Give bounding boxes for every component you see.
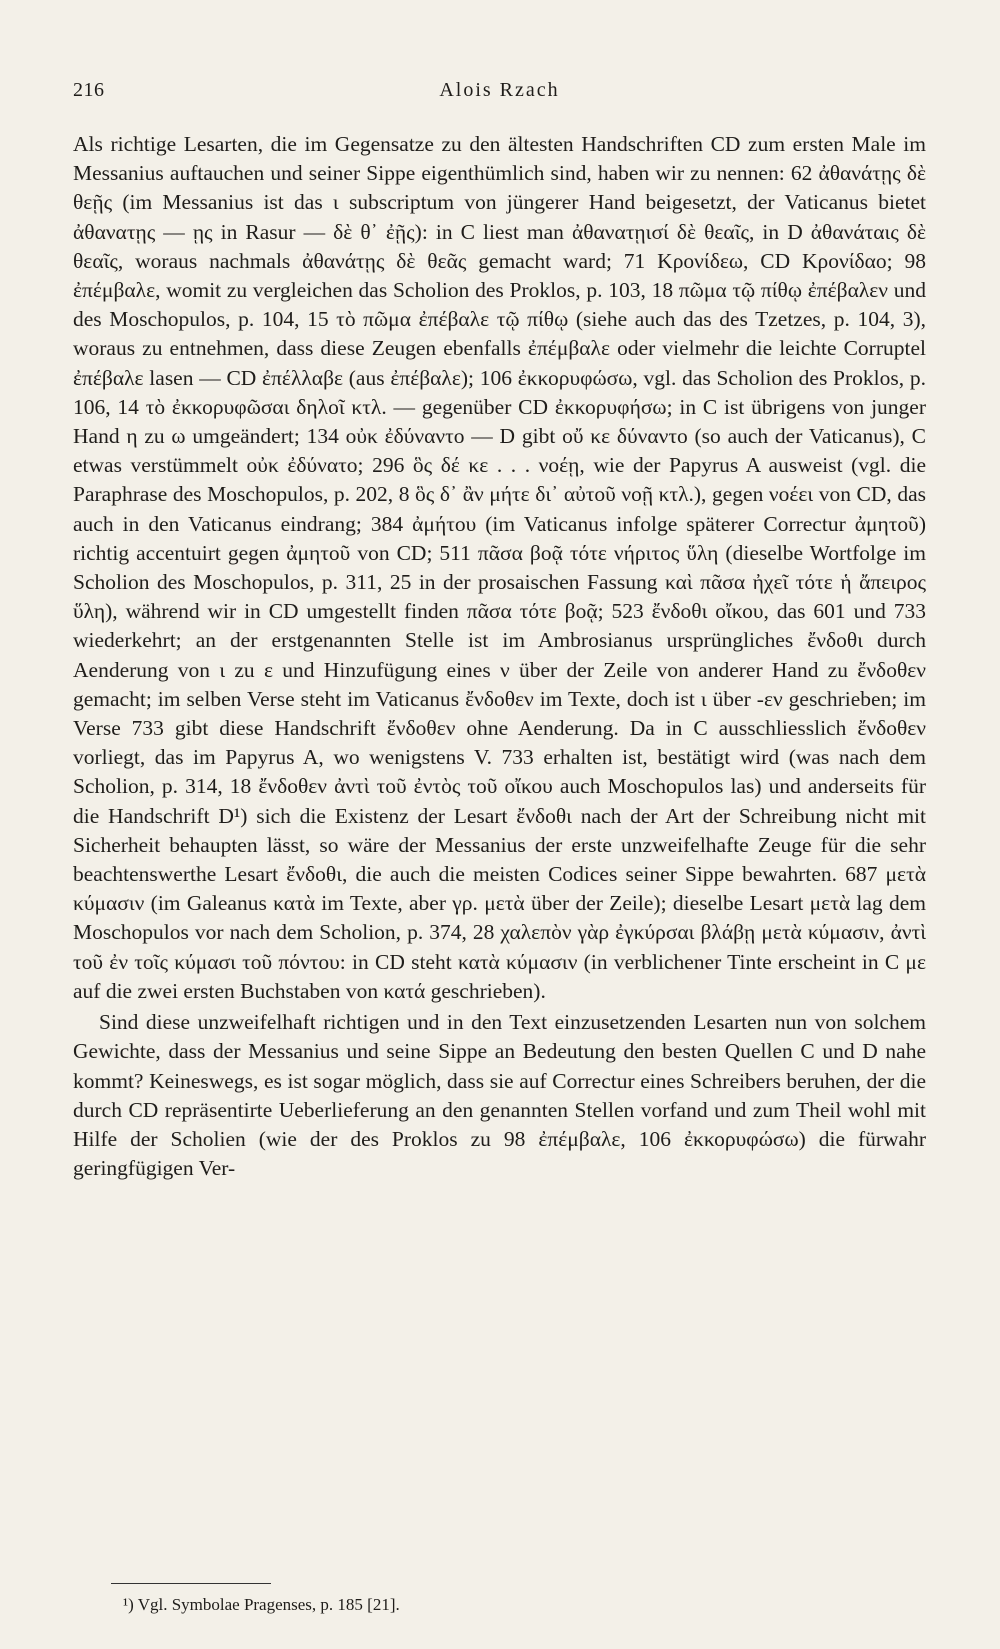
book-page [73,0,926,1649]
page-number: 216 [73,79,105,101]
running-title: Alois Rzach [439,79,560,101]
running-head [73,79,926,109]
body-text [73,130,926,1183]
paragraph-2: Sind diese unzweifelhaft richtigen und in den Text einzusetzenden Lesarten nun von solchem Gewichte, dass der Messanius und seine Sippe an Bedeutung den besten Quellen C und D nahe kommt? Keineswegs, es ist sogar möglich, dass sie auf Correctur eines Schreibers beruhen, der die durch CD repräsentirte Ueberlieferung an den genannten Stellen vorfand und zum Theil wohl mit Hilfe der Scholien (wie der des Proklos zu 98 ἐπέμβαλε, 106 ἐκκορυφώσω) die fürwahr geringfügigen Ver- [73,1010,926,1181]
footnote: ¹) Vgl. Symbolae Pragenses, p. 185 [21]. [123,1595,400,1614]
paragraph-1: Als richtige Lesarten, die im Gegensatze zu den ältesten Handschriften CD zum ersten Male im Messanius auftauchen und seiner Sippe eigenthümlich sind, haben wir zu nennen: 62 ἀθανάτῃς δὲ θεῇς (im Messanius ist das ι subscriptum von jüngerer Hand beigesetzt, der Vaticanus bietet ἀθανατῃς — ῃς in Rasur — δὲ θ᾽ ἐῇς): in C liest man ἀθανατῃισί δὲ θεαῖς, in D ἀθανάταις δὲ θεαῖς, woraus nachmals ἀθανάτῃς δὲ θεᾶς gemacht ward; 71 Κρονίδεω, CD Κρονίδαο; 98 ἐπέμβαλε, womit zu vergleichen das Scholion des Proklos, p. 103, 18 πῶμα τῷ πίθῳ ἐπέβαλεν und des Moschopulos, p. 104, 15 τὸ πῶμα ἐπέβαλε τῷ πίθῳ (siehe auch das des Tzetzes, p. 104, 3), woraus zu entnehmen, dass diese Zeugen ebenfalls ἐπέμβαλε oder vielmehr die leichte Corruptel ἐπέβαλε lasen — CD ἐπέλλαβε (aus ἐπέβαλε); 106 ἐκκορυφώσω, vgl. das Scholion des Proklos, p. 106, 14 τὸ ἐκκορυφῶσαι δηλοῖ κτλ. — gegenüber CD ἐκκορυφήσω; in C ist übrigens von junger Hand η zu ω umgeändert; 134 οὐκ ἐδύναντο — D gibt οὔ κε δύναντο (so auch der Vaticanus), C etwas verstümmelt οὐκ ἐδύνατο; 296 ὃς δέ κε . . . νοέῃ, wie der Papyrus A ausweist (vgl. die Paraphrase des Moschopulos, p. 202, 8 ὃς δ᾽ ἂν μήτε δι᾽ αὐτοῦ νοῇ κτλ.), gegen νοέει von CD, das auch in den Vaticanus eindrang; 384 ἀμήτου (im Vaticanus infolge späterer Correctur ἀμητοῦ) richtig accentuirt gegen ἀμητοῦ von CD; 511 πᾶσα βοᾷ τότε νήριτος ὕλη (dieselbe Wortfolge im Scholion des Moschopulos, p. 311, 25 in der prosaischen Fassung καὶ πᾶσα ἠχεῖ τότε ἡ ἄπειρος ὕλη), während wir in CD umgestellt finden πᾶσα τότε βοᾷ; 523 ἔνδοθι οἴκου, das 601 und 733 wiederkehrt; an der erstgenannten Stelle ist im Ambrosianus ursprüngliches ἔνδοθι durch Aenderung von ι zu ε und Hinzufügung eines ν über der Zeile von anderer Hand zu ἔνδοθεν gemacht; im selben Verse steht im Vaticanus ἔνδοθεν im Texte, doch ist ι über -εν geschrieben; im Verse 733 gibt diese Handschrift ἔνδοθεν ohne Aenderung. Da in C ausschliesslich ἔνδοθεν vorliegt, das im Papyrus A, wo wenigstens V. 733 erhalten ist, bestätigt wird (was nach dem Scholion, p. 314, 18 ἔνδοθεν ἀντὶ τοῦ ἐντὸς τοῦ οἴκου auch Moschopulos las) und anderseits für die Handschrift D¹) sich die Existenz der Lesart ἔνδοθι nach der Art der Schreibung nicht mit Sicherheit behaupten lässt, so wäre der Messanius der erste unzweifelhafte Zeuge für die sehr beachtenswerthe Lesart ἔνδοθι, die auch die meisten Codices seiner Sippe bewahrten. 687 μετὰ κύμασιν (im Galeanus κατὰ im Texte, aber γρ. μετὰ über der Zeile); dieselbe Lesart μετὰ lag dem Moschopulos vor nach dem Scholion, p. 374, 28 χαλεπὸν γὰρ ἐγκύρσαι βλάβῃ μετὰ κύμασιν, ἀντὶ τοῦ ἐν τοῖς κύμασι τοῦ πόντου: in CD steht κατὰ κύμασιν (in verblichener Tinte erscheint in C με auf die zwei ersten Buchstaben von κατά geschrieben). [73,132,926,1003]
footnote-divider [111,1583,271,1584]
